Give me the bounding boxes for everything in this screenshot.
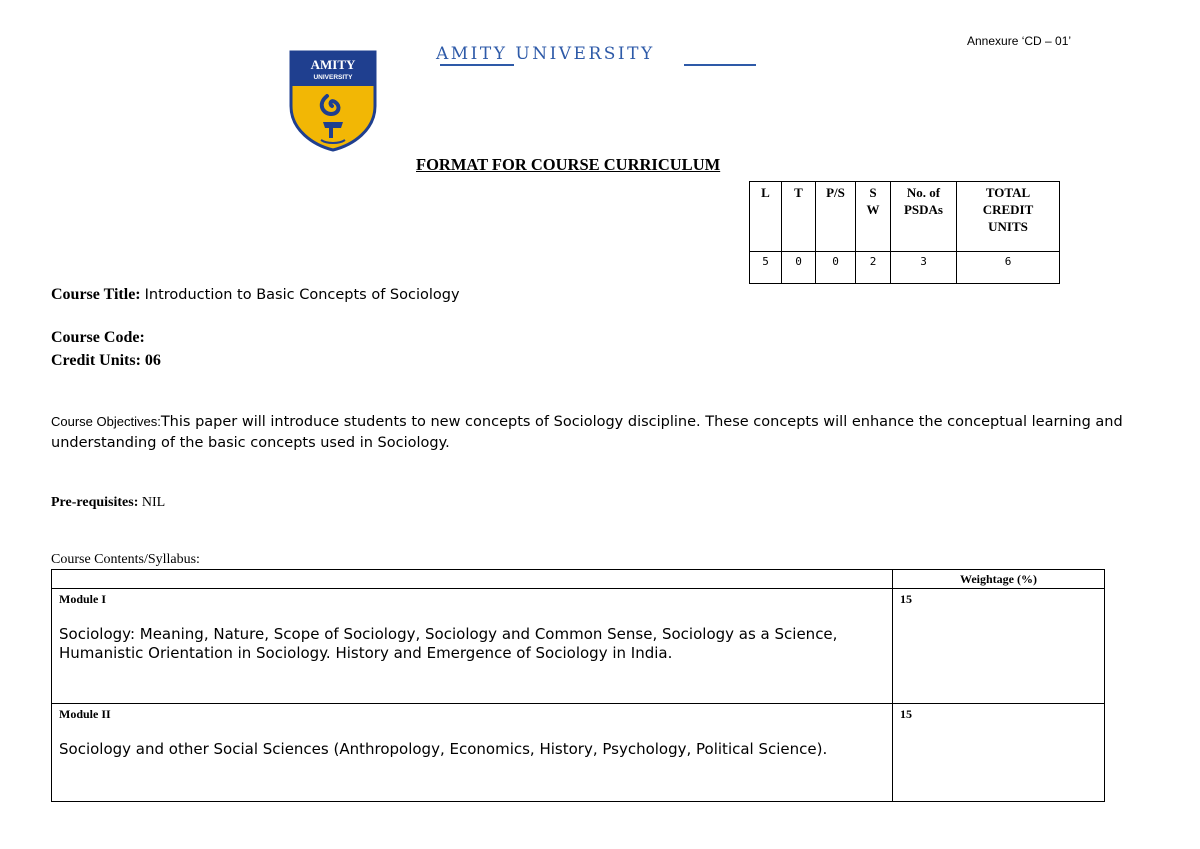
module-title: Module II [59,707,111,721]
credit-units-value: 06 [144,352,161,369]
course-code-label: Course Code: [51,329,145,346]
course-contents-label: Course Contents/Syllabus: [51,552,200,567]
university-underline-left [440,64,514,66]
credit-header-sw: S W [856,182,891,252]
table-row [52,704,1105,802]
logo-text-university: UNIVERSITY [313,74,353,81]
course-title-label: Course Title: [51,286,141,303]
course-objectives-text: This paper will introduce students to new concepts of Sociology discipline. These concepts will enhance the conceptual learning and understanding of the basic concepts used in Sociology. [51,414,1123,451]
credit-table [749,181,1060,284]
course-objectives-label: Course Objectives: [51,414,161,429]
university-name: AMITY UNIVERSITY [436,44,655,64]
format-title: FORMAT FOR COURSE CURRICULUM [416,155,721,174]
credit-header-l: L [750,182,782,252]
credit-value-t: 0 [782,252,816,284]
annexure-label: Annexure ‘CD – 01’ [967,34,1072,48]
university-underline-right [684,64,756,66]
credit-value-psdas: 3 [891,252,957,284]
credit-value-sw: 2 [856,252,891,284]
credit-value-l: 5 [750,252,782,284]
course-code-line [51,329,145,347]
module-cell [52,589,893,704]
module-weightage: 15 [893,589,1105,704]
module-description: Sociology and other Social Sciences (Anthropology, Economics, History, Psychology, Political Science). [59,740,828,758]
prerequisites-value: NIL [141,495,166,510]
syllabus-table [51,569,1105,802]
prerequisites-line [51,495,165,511]
credit-value-total: 6 [957,252,1060,284]
module-cell [52,704,893,802]
credit-value-ps: 0 [816,252,856,284]
module-title: Module I [59,592,107,606]
course-objectives [51,411,1131,454]
module-weightage: 15 [893,704,1105,802]
credit-units-line [51,352,161,370]
course-title-value: Introduction to Basic Concepts of Sociology [144,287,460,303]
prerequisites-label: Pre-requisites: [51,495,139,510]
table-row [52,589,1105,704]
amity-logo [287,48,379,152]
credit-header-t: T [782,182,816,252]
syllabus-header-blank [52,570,893,589]
logo-text-amity: AMITY [310,57,356,72]
course-title-line [51,286,460,304]
credit-units-label: Credit Units: [51,352,141,369]
credit-header-ps: P/S [816,182,856,252]
module-description: Sociology: Meaning, Nature, Scope of Sociology, Sociology and Common Sense, Sociology as a Science, Humanistic Orientation in Sociology. History and Emergence of Sociology in India. [59,625,838,662]
weightage-header: Weightage (%) [893,570,1105,589]
credit-header-psdas: No. of PSDAs [891,182,957,252]
credit-header-total: TOTAL CREDIT UNITS [957,182,1060,252]
